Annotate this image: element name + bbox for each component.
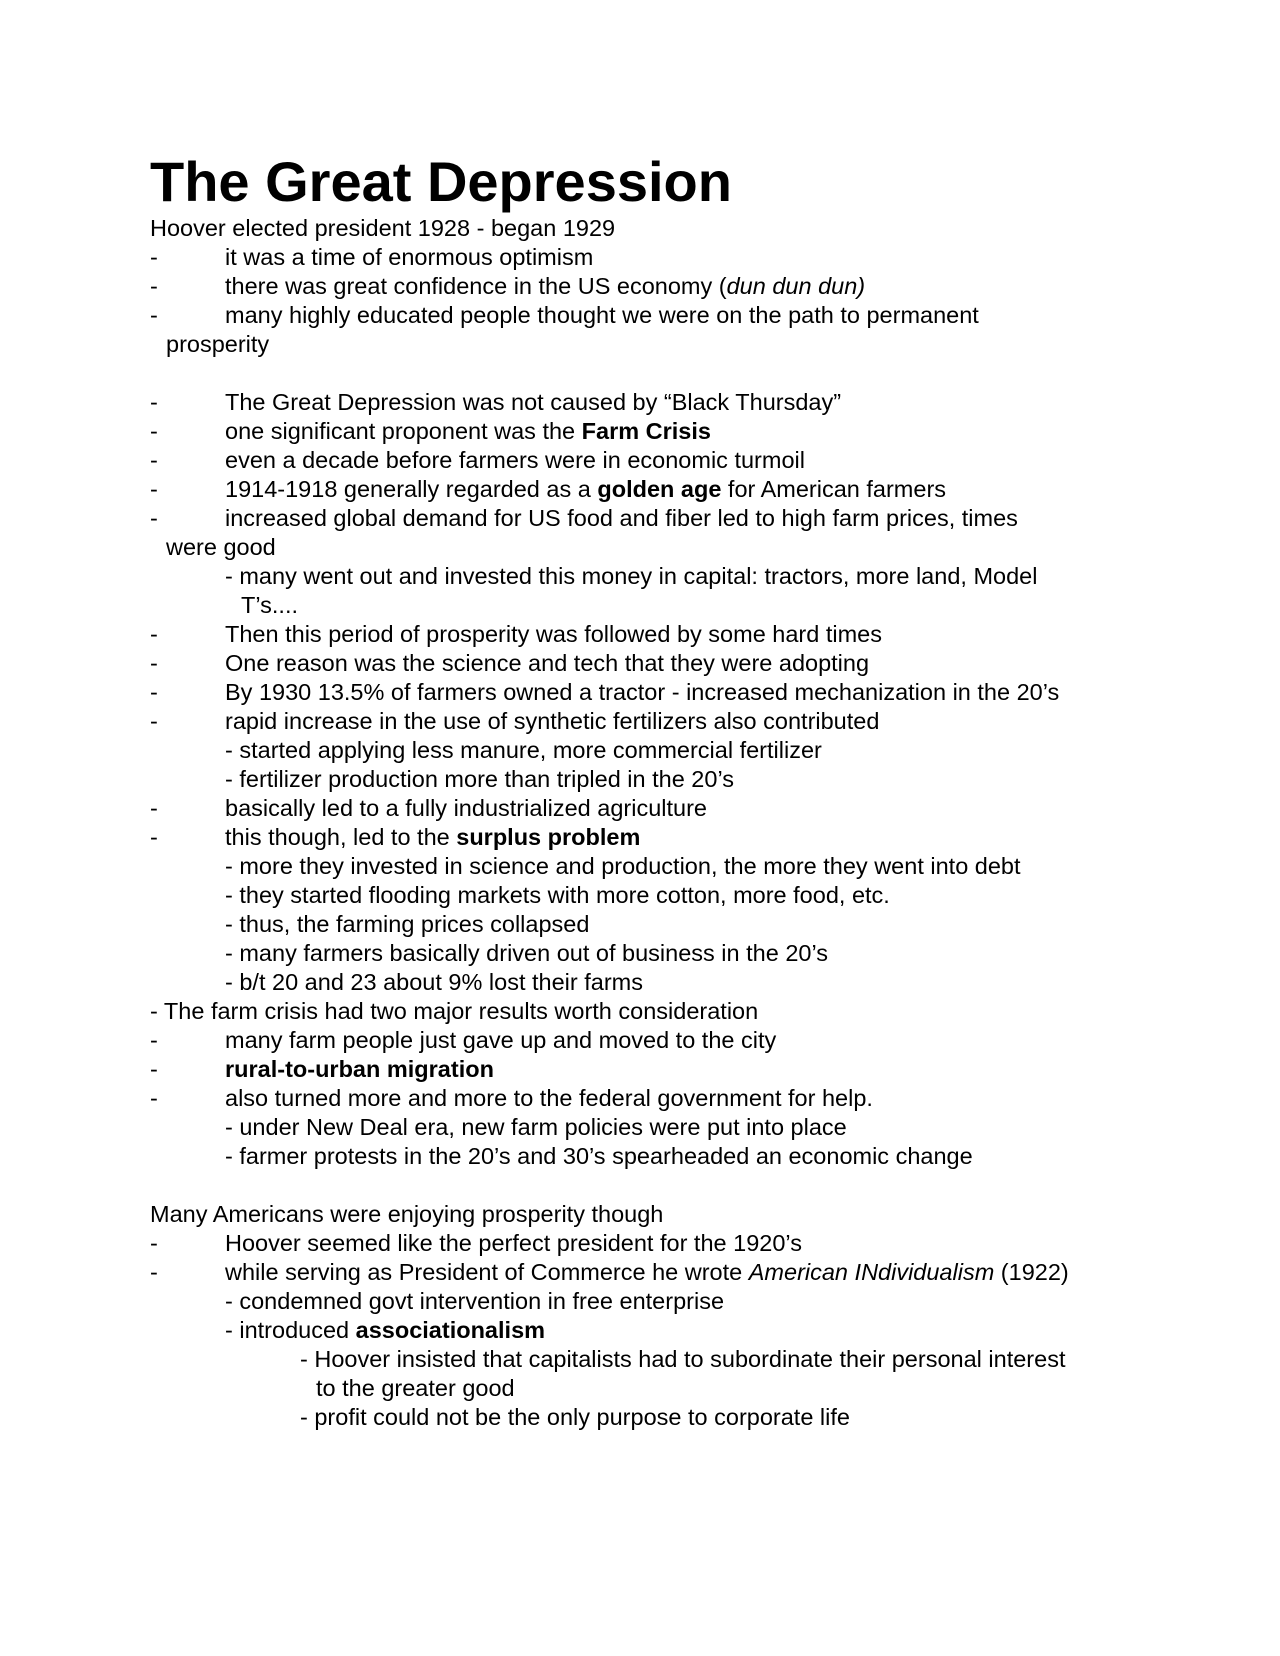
bullet-item: - also turned more and more to the federal government for help. [150,1085,873,1111]
bullet-item: - basically led to a fully industrialized agriculture [150,795,707,821]
section-line: Many Americans were enjoying prosperity though [150,1201,664,1227]
sub-sub-bullet-item: - Hoover insisted that capitalists had to subordinate their personal interest [300,1346,1066,1372]
bullet-item: - By 1930 13.5% of farmers owned a tractor - increased mechanization in the 20’s [150,679,1060,705]
bullet-item: - Hoover seemed like the perfect president for the 1920’s [150,1230,802,1256]
bullet-item: - rural-to-urban migration [150,1056,494,1082]
page-title: The Great Depression [150,150,732,213]
sub-bullet-item: - started applying less manure, more commercial fertilizer [225,737,822,763]
bullet-item: - many farm people just gave up and moved to the city [150,1027,777,1053]
bullet-item: - one significant proponent was the Farm Crisis [150,418,711,444]
bullet-continuation: prosperity [166,331,270,357]
sub-bullet-item: - many went out and invested this money in capital: tractors, more land, Model [225,563,1038,589]
bullet-item: - One reason was the science and tech that they were adopting [150,650,870,676]
bullet-item: - increased global demand for US food and fiber led to high farm prices, times [150,505,1018,531]
bullet-item: - even a decade before farmers were in economic turmoil [150,447,805,473]
sub-bullet-item: - many farmers basically driven out of business in the 20’s [225,940,829,966]
sub-sub-bullet-continuation: to the greater good [316,1375,515,1401]
bullet-continuation: were good [166,534,276,560]
sub-bullet-item: - b/t 20 and 23 about 9% lost their farms [225,969,644,995]
sub-bullet-item: - introduced associationalism [225,1317,546,1343]
sub-bullet-item: - under New Deal era, new farm policies were put into place [225,1114,847,1140]
bullet-item: - this though, led to the surplus problem [150,824,641,850]
bullet-item: - The Great Depression was not caused by “Black Thursday” [150,389,842,415]
bullet-item: - while serving as President of Commerce he wrote American INdividualism (1922) [150,1259,1069,1285]
sub-bullet-item: - farmer protests in the 20’s and 30’s spearheaded an economic change [225,1143,973,1169]
sub-sub-bullet-item: - profit could not be the only purpose to corporate life [300,1404,850,1430]
blank-line [150,359,1150,388]
bullet-item: - many highly educated people thought we were on the path to permanent [150,302,979,328]
section-line: - The farm crisis had two major results worth consideration [150,998,759,1024]
bullet-item: - it was a time of enormous optimism [150,244,594,270]
bullet-item: - there was great confidence in the US economy (dun dun dun) [150,273,866,299]
intro-line: Hoover elected president 1928 - began 1929 [150,215,616,241]
bullet-item: - 1914-1918 generally regarded as a golden age for American farmers [150,476,947,502]
sub-bullet-item: - they started flooding markets with more cotton, more food, etc. [225,882,890,908]
sub-bullet-item: - condemned govt intervention in free enterprise [225,1288,725,1314]
document-page [150,150,1150,1432]
blank-line [150,1171,1150,1200]
bullet-item: - Then this period of prosperity was followed by some hard times [150,621,883,647]
bullet-item: - rapid increase in the use of synthetic fertilizers also contributed [150,708,880,734]
sub-bullet-continuation: T’s.... [241,592,299,618]
sub-bullet-item: - thus, the farming prices collapsed [225,911,590,937]
sub-bullet-item: - fertilizer production more than tripled in the 20’s [225,766,734,792]
sub-bullet-item: - more they invested in science and production, the more they went into debt [225,853,1021,879]
